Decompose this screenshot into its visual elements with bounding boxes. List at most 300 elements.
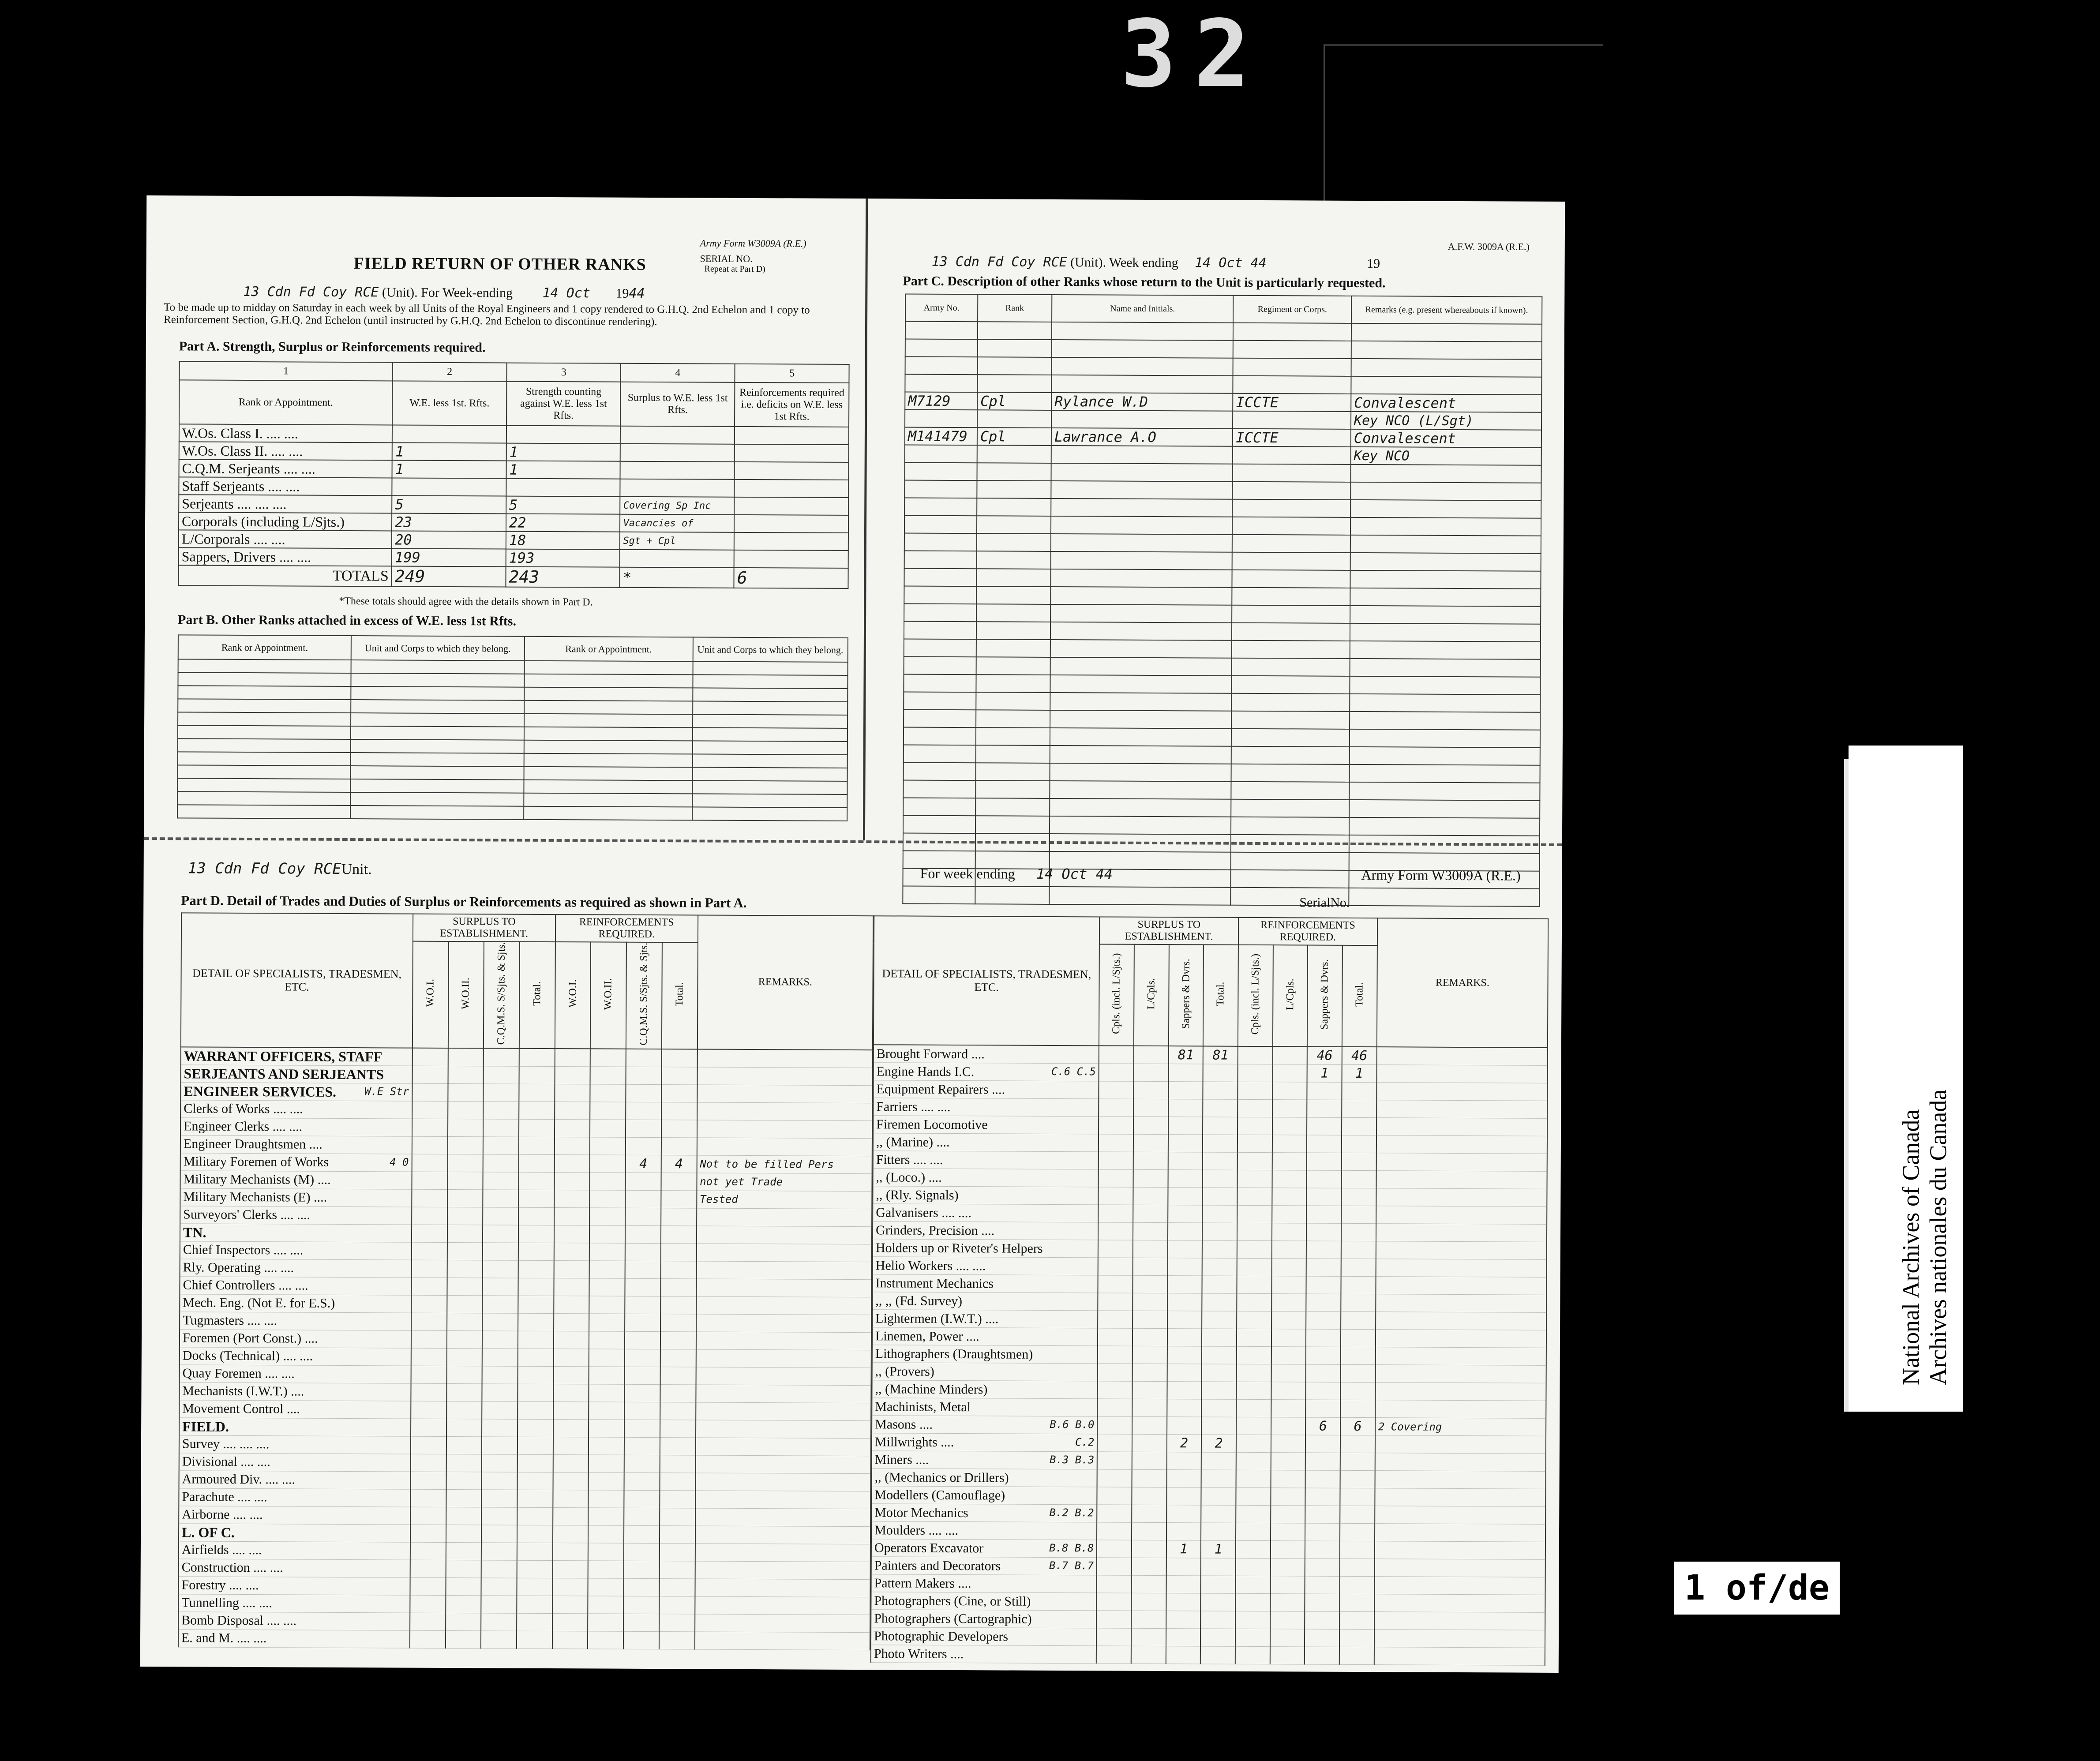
part-d-count-cell <box>412 1066 448 1083</box>
part-d-count-cell <box>411 1295 447 1313</box>
part-d-trade-cell <box>873 1116 1099 1134</box>
part-d-count-cell <box>660 1472 695 1490</box>
part-d-count-cell <box>481 1507 517 1525</box>
part-c-cell <box>903 886 975 904</box>
part-c-cell <box>1350 482 1541 501</box>
part-d-count-cell <box>1097 1434 1132 1452</box>
part-d-trade-cell <box>180 1365 411 1383</box>
part-c-cell <box>1051 463 1233 482</box>
part-d-count-cell <box>1200 1646 1235 1664</box>
part-d-row <box>179 1383 871 1403</box>
part-c-cell <box>1350 659 1540 677</box>
part-c-cell <box>1232 693 1350 712</box>
part-d-count-cell <box>589 1296 625 1314</box>
part-d-row <box>180 1312 871 1333</box>
part-d-trade-cell <box>178 1630 410 1648</box>
part-d-count-cell <box>446 1436 482 1454</box>
part-d-remarks-cell <box>1374 1612 1545 1630</box>
part-d-count-cell <box>1096 1628 1131 1646</box>
part-d-row <box>871 1539 1545 1560</box>
part-d-trade-label: Airfields .... .... <box>181 1542 262 1558</box>
part-d-remarks-cell <box>697 1120 873 1139</box>
part-d-count-cell <box>411 1278 447 1295</box>
part-d-count-cell <box>482 1331 518 1349</box>
part-c-row <box>904 762 1540 783</box>
part-d-count-cell <box>1168 1240 1203 1258</box>
part-c-row <box>904 498 1541 518</box>
part-d-remarks-cell <box>1376 1224 1547 1242</box>
part-d-count-cell <box>517 1631 552 1649</box>
part-d-count-cell: 81 <box>1203 1046 1238 1064</box>
part-d-count-cell <box>1098 1311 1132 1328</box>
surplus-cell: Sgt + Cpl <box>620 532 734 550</box>
part-c-header: Rank <box>978 294 1052 322</box>
we-cell: 20 <box>392 531 506 549</box>
part-d-row <box>873 1186 1547 1207</box>
part-d-count-cell <box>518 1190 554 1207</box>
part-d-trade-cell <box>873 1080 1099 1099</box>
part-d-trade-cell <box>872 1310 1098 1328</box>
part-d-count-cell <box>1340 1382 1375 1400</box>
part-c-cell <box>1233 323 1351 341</box>
part-d-trade-label: Helio Workers .... .... <box>875 1258 986 1273</box>
part-d-count-cell <box>447 1295 483 1313</box>
part-d-trade-cell <box>872 1416 1098 1434</box>
part-d-count-cell <box>411 1366 446 1383</box>
part-d-count-cell <box>588 1614 624 1631</box>
part-d-subcol-header <box>448 941 484 1048</box>
part-d-count-cell <box>1272 1206 1307 1223</box>
part-c-cell <box>975 833 1050 851</box>
part-d-remarks-cell <box>1376 1330 1546 1348</box>
part-d-count-cell <box>1305 1629 1339 1647</box>
part-d-count-cell <box>1305 1488 1340 1506</box>
part-d-count-cell <box>626 1049 662 1067</box>
part-d-trade-cell <box>871 1557 1097 1575</box>
part-d-subcol-header <box>1134 944 1169 1046</box>
part-c-row <box>903 886 1539 906</box>
part-d-trade-label: Divisional .... .... <box>182 1454 270 1469</box>
part-d-remarks-cell <box>1376 1277 1546 1295</box>
instructions-text: To be made up to midday on Saturday in each week by all Units of the Royal Engineers and 1 copy rendered to G.H.Q. 2nd Echelon and 1 copy to Reinforcement Section, G.H.Q. 2nd Echelon (until instructed by G.H.Q. 2nd Echelon to discontinue rendering). <box>164 301 810 328</box>
part-c-cell <box>976 622 1050 640</box>
part-c-cell <box>1050 763 1231 782</box>
part-a-row <box>179 459 849 480</box>
part-d-count-cell <box>482 1296 518 1313</box>
part-d-count-cell <box>447 1189 483 1207</box>
rank-cell: Staff Serjeants .... .... <box>179 477 392 495</box>
part-d-row <box>179 1471 871 1491</box>
part-d-count-cell <box>1271 1364 1306 1382</box>
part-d-count-cell <box>1202 1382 1237 1399</box>
part-d-trade-cell <box>872 1433 1098 1452</box>
part-d-trade-note: B.6 B.0 <box>1050 1418 1095 1431</box>
part-d-trade-cell <box>873 1169 1099 1187</box>
part-b-header: Unit and Corps to which they belong. <box>351 636 525 661</box>
part-d-trade-label: Farriers .... .... <box>876 1099 951 1114</box>
part-d-row <box>180 1347 871 1368</box>
part-d-row <box>871 1557 1545 1577</box>
part-c-cell <box>904 516 977 534</box>
part-d-count-cell <box>484 1066 519 1084</box>
part-a-row <box>179 512 848 533</box>
part-d-count-cell <box>1341 1329 1376 1347</box>
part-d-count-cell <box>1167 1364 1202 1382</box>
part-b-cell <box>351 792 524 806</box>
part-d-count-cell <box>1272 1135 1307 1153</box>
part-d-count-cell <box>1272 1046 1307 1064</box>
part-d-count-cell <box>1340 1435 1375 1453</box>
part-d-remarks-cell <box>1375 1488 1545 1507</box>
part-d-trade-cell <box>871 1521 1097 1540</box>
part-d-count-cell <box>1342 1153 1376 1170</box>
part-d-count-cell <box>1167 1399 1202 1417</box>
part-d-count-cell <box>625 1331 660 1349</box>
part-d-count-cell <box>1202 1399 1237 1417</box>
part-c-cell <box>977 463 1051 481</box>
part-d-count-cell <box>661 1225 697 1243</box>
part-d-count-cell <box>625 1314 660 1331</box>
part-d-count-cell <box>1132 1311 1167 1328</box>
part-d-count-cell <box>518 1225 554 1243</box>
part-d-subcol-label: C.Q.M.S. S/Sjts. & Sjts. <box>495 942 508 1045</box>
part-d-count-cell <box>410 1630 446 1648</box>
part-d-count-cell <box>1133 1081 1168 1099</box>
archive-label <box>1849 746 1963 1412</box>
part-d-count-cell <box>1305 1435 1340 1453</box>
part-d-count-cell <box>1272 1223 1307 1241</box>
part-d-count-cell: 1 <box>1307 1064 1342 1082</box>
part-d-count-cell <box>1168 1205 1203 1223</box>
part-b-cell <box>351 726 524 740</box>
part-d-count-cell <box>518 1207 554 1225</box>
part-d-remarks-cell: 2 Covering <box>1375 1418 1546 1436</box>
part-d-count-cell <box>624 1472 660 1490</box>
part-d-count-cell <box>1306 1329 1341 1347</box>
part-d-trade-cell <box>180 1224 412 1242</box>
part-d-remarks-cell <box>1375 1400 1546 1419</box>
part-d-trade-note: B.8 B.8 <box>1049 1541 1094 1555</box>
part-d-subcol-label: Sappers & Dvrs. <box>1180 959 1192 1029</box>
part-d-count-cell <box>519 1084 555 1102</box>
part-d-row <box>180 1083 872 1103</box>
part-d-count-cell <box>517 1613 552 1631</box>
part-a-colnum: 1 <box>179 361 392 381</box>
part-b-cell <box>693 714 848 728</box>
part-d-trade-cell <box>871 1486 1097 1505</box>
part-d-remarks-cell <box>696 1402 871 1421</box>
surplus-cell: Vacancies of <box>620 514 734 532</box>
part-d-remarks-cell <box>1376 1065 1547 1083</box>
part-b-cell <box>692 754 848 768</box>
part-d-count-cell <box>412 1083 448 1101</box>
part-d-count-cell <box>1098 1258 1133 1275</box>
part-d-count-cell <box>1236 1399 1271 1417</box>
part-d-count-cell <box>1166 1629 1201 1646</box>
part-d-trade-label: Miners .... <box>874 1452 929 1467</box>
part-c-cell <box>1233 464 1351 482</box>
part-d-trade-cell <box>179 1400 411 1419</box>
part-a-colnum: 2 <box>393 362 507 381</box>
part-d-count-cell <box>1238 1046 1273 1064</box>
part-d-count-cell <box>1236 1487 1271 1505</box>
part-d-subcol-header <box>484 941 520 1048</box>
part-c-cell <box>903 780 975 798</box>
strength-cell: 1 <box>506 443 621 461</box>
part-d-remarks-cell <box>695 1579 870 1597</box>
part-a-colnum: 3 <box>506 363 621 382</box>
part-d-count-cell <box>1306 1294 1341 1311</box>
part-d-count-cell <box>1099 1064 1134 1081</box>
part-d-count-cell <box>555 1102 590 1119</box>
reinf-cell <box>735 444 849 462</box>
part-d-trade-label: E. and M. .... .... <box>181 1630 267 1646</box>
part-b-cell <box>524 793 692 807</box>
part-d-row <box>872 1310 1546 1330</box>
part-c-cell <box>904 604 976 622</box>
part-d-count-cell <box>412 1207 447 1225</box>
part-c-cell <box>1350 535 1541 554</box>
part-d-count-cell <box>1202 1276 1237 1293</box>
part-d-count-cell <box>519 1119 555 1137</box>
surplus-cell <box>620 550 734 568</box>
part-d-count-cell <box>446 1560 481 1577</box>
part-d-count-cell <box>483 1119 519 1137</box>
part-d-count-cell <box>1270 1594 1305 1611</box>
part-d-count-cell <box>626 1067 662 1084</box>
totals-reinforcements: 6 <box>734 568 848 588</box>
part-d-row <box>179 1400 871 1421</box>
part-d-trade-cell <box>180 1100 412 1119</box>
part-d-count-cell <box>661 1243 697 1261</box>
part-c-cell <box>1231 764 1350 782</box>
part-d-count-cell <box>1097 1575 1132 1593</box>
we-cell <box>392 478 506 496</box>
part-c-cell <box>1350 588 1541 607</box>
part-d-count-cell <box>553 1543 589 1560</box>
part-d-week-label: For week ending <box>920 865 1015 882</box>
part-d-trade-label: Chief Controllers .... .... <box>183 1278 308 1293</box>
part-d-count-cell <box>660 1561 695 1578</box>
part-d-count-cell <box>1340 1470 1375 1488</box>
part-d-trade-label: Parachute .... .... <box>182 1489 267 1505</box>
part-d-count-cell <box>410 1525 446 1542</box>
part-c-cell <box>1050 587 1232 605</box>
part-c-cell <box>1233 499 1351 517</box>
part-d-count-cell <box>1339 1629 1374 1647</box>
part-c-header: Name and Initials. <box>1052 295 1234 323</box>
part-d-count-cell <box>554 1296 589 1313</box>
part-d-row <box>872 1416 1546 1436</box>
part-c-row <box>904 727 1540 747</box>
part-c-cell <box>1051 446 1233 464</box>
part-d-row <box>872 1327 1546 1348</box>
surplus-cell <box>620 444 735 462</box>
part-d-count-cell <box>552 1578 588 1596</box>
part-d-trade-label: ,, ,, (Fd. Survey) <box>875 1293 963 1308</box>
part-b-title: Part B. Other Ranks attached in excess of W.E. less 1st Rfts. <box>178 612 517 629</box>
part-d-count-cell <box>1237 1293 1271 1311</box>
part-d-reinf-header-right: REINFORCEMENTS REQUIRED. <box>1238 918 1377 945</box>
part-d-count-cell <box>554 1331 589 1349</box>
part-d-row <box>873 1151 1547 1172</box>
part-c-cell <box>975 763 1050 781</box>
part-d-count-cell <box>1099 1045 1134 1064</box>
part-c-row <box>903 815 1540 836</box>
part-d-count-cell <box>1306 1364 1341 1382</box>
part-d-count-cell <box>483 1278 518 1296</box>
part-d-subcol-header <box>1169 944 1204 1046</box>
part-d-trade-cell <box>179 1506 410 1525</box>
part-c-row <box>904 604 1541 624</box>
part-d-count-cell <box>483 1137 519 1154</box>
part-d-count-cell <box>1166 1593 1201 1611</box>
part-d-count-cell <box>1132 1487 1166 1505</box>
part-d-trade-label: Operators Excavator <box>874 1540 984 1555</box>
part-c-cell <box>1050 834 1231 852</box>
part-c-row <box>904 657 1541 677</box>
part-c-cell <box>1350 623 1541 642</box>
part-b-header: Unit and Corps to which they belong. <box>693 637 848 662</box>
part-c-cell <box>1231 782 1350 800</box>
part-d-row <box>179 1541 870 1562</box>
part-d-count-cell <box>1098 1346 1132 1364</box>
part-c-cell <box>905 322 978 340</box>
part-d-count-cell <box>412 1172 447 1189</box>
part-d-trade-cell <box>180 1294 411 1313</box>
part-a-colnum: 5 <box>735 364 849 383</box>
part-d-count-cell <box>1307 1100 1342 1117</box>
part-d-count-cell <box>589 1420 624 1437</box>
part-d-count-cell <box>1341 1311 1376 1329</box>
part-b-cell <box>351 739 524 753</box>
part-c-cell <box>904 569 976 587</box>
part-d-count-cell <box>626 1137 661 1155</box>
part-c-cell <box>1050 728 1232 746</box>
part-d-remarks-cell <box>1376 1347 1546 1366</box>
part-d-trade-cell <box>873 1098 1099 1117</box>
part-d-row <box>179 1506 870 1527</box>
part-d-count-cell <box>625 1225 661 1243</box>
part-c-cell: ICCTE <box>1233 393 1351 412</box>
part-b-cell <box>177 778 350 792</box>
part-c-cell <box>1350 729 1540 748</box>
part-d-trade-cell <box>872 1345 1098 1364</box>
part-d-count-cell <box>660 1402 696 1420</box>
part-b-cell <box>351 673 524 687</box>
part-d-count-cell <box>1340 1576 1375 1594</box>
part-d-count-cell <box>589 1384 625 1402</box>
part-b-cell <box>524 701 693 715</box>
part-d-count-cell <box>1132 1558 1166 1575</box>
part-d-remarks-cell <box>695 1632 870 1650</box>
part-d-serial-label: SerialNo. <box>1299 895 1350 910</box>
part-d-trade-note: W.E Str <box>364 1085 409 1098</box>
part-d-count-cell <box>1097 1469 1132 1487</box>
part-d-count-cell <box>1132 1416 1167 1434</box>
part-d-row <box>179 1453 871 1474</box>
part-d-count-cell <box>518 1243 554 1260</box>
part-d-count-cell <box>1270 1559 1305 1576</box>
year-prefix: 19 <box>615 286 629 301</box>
part-d-title: Part D. Detail of Trades and Duties of Surplus or Reinforcements as required as shown in Part A. <box>181 892 747 910</box>
part-d-count-cell <box>1307 1082 1342 1100</box>
part-c-cell <box>904 498 977 516</box>
part-c-cell <box>905 357 978 375</box>
part-d-count-cell <box>1305 1453 1340 1470</box>
part-d-count-cell <box>626 1102 661 1120</box>
part-d-count-cell <box>518 1313 554 1331</box>
part-d-trade-cell <box>872 1451 1098 1469</box>
part-d-count-cell <box>1098 1364 1132 1381</box>
part-d-count-cell <box>1131 1611 1166 1628</box>
part-d-count-cell <box>623 1596 659 1614</box>
part-d-count-cell <box>1201 1417 1236 1435</box>
part-d-count-cell <box>660 1420 696 1437</box>
part-d-count-cell <box>1305 1470 1340 1488</box>
part-d-count-cell <box>1237 1188 1272 1205</box>
part-d-count-cell <box>552 1631 588 1649</box>
part-d-trade-cell <box>180 1347 411 1366</box>
part-d-count-cell <box>411 1401 446 1419</box>
part-d-count-cell <box>1167 1417 1202 1435</box>
part-d-trade-cell <box>872 1398 1098 1416</box>
part-d-trade-label: Lightermen (I.W.T.) .... <box>875 1311 999 1326</box>
part-b-cell <box>693 661 848 675</box>
part-d-count-cell <box>588 1561 624 1578</box>
part-d-row <box>180 1277 871 1297</box>
part-c-cell <box>904 692 976 710</box>
part-d-count-cell <box>1307 1153 1342 1170</box>
strength-cell: 5 <box>506 496 620 514</box>
part-b-cell <box>524 740 692 754</box>
field-return-form <box>140 195 1565 1673</box>
part-d-count-cell <box>624 1543 660 1561</box>
part-d-remarks-cell <box>695 1473 871 1491</box>
part-d-count-cell <box>1202 1311 1237 1329</box>
part-d-count-cell <box>590 1102 626 1120</box>
part-d-count-cell <box>446 1613 481 1630</box>
part-c-remarks-line2: Key NCO <box>1350 447 1541 465</box>
part-d-row <box>179 1559 870 1580</box>
part-c-cell <box>976 710 1050 728</box>
part-c-cell <box>1233 482 1351 500</box>
part-d-count-cell <box>412 1154 447 1172</box>
part-d-detail-header-right: DETAIL OF SPECIALISTS, TRADESMEN, ETC. <box>874 916 1100 1045</box>
part-d-count-cell: 6 <box>1305 1417 1340 1435</box>
part-d-count-cell <box>588 1543 624 1561</box>
part-c-row <box>903 833 1540 853</box>
part-c-cell <box>977 480 1051 498</box>
part-d-trade-cell <box>179 1488 410 1507</box>
part-d-count-cell: 1 <box>1201 1540 1236 1558</box>
part-d-count-cell <box>661 1067 697 1084</box>
part-d-subcol-header <box>519 942 555 1049</box>
part-b-cell <box>524 780 692 794</box>
part-b-cell <box>350 806 523 820</box>
part-d-count-cell <box>1342 1117 1376 1135</box>
part-d-count-cell <box>481 1543 517 1560</box>
part-d-row <box>180 1330 871 1350</box>
part-d-row <box>872 1451 1546 1472</box>
part-d-count-cell <box>482 1472 518 1490</box>
part-d-count-cell <box>554 1243 589 1260</box>
part-c-cell <box>1050 816 1231 835</box>
part-d-remarks-cell <box>697 1102 873 1121</box>
part-d-trade-cell <box>871 1645 1097 1664</box>
part-d-count-cell <box>1167 1258 1202 1276</box>
part-d-count-cell <box>660 1543 695 1561</box>
